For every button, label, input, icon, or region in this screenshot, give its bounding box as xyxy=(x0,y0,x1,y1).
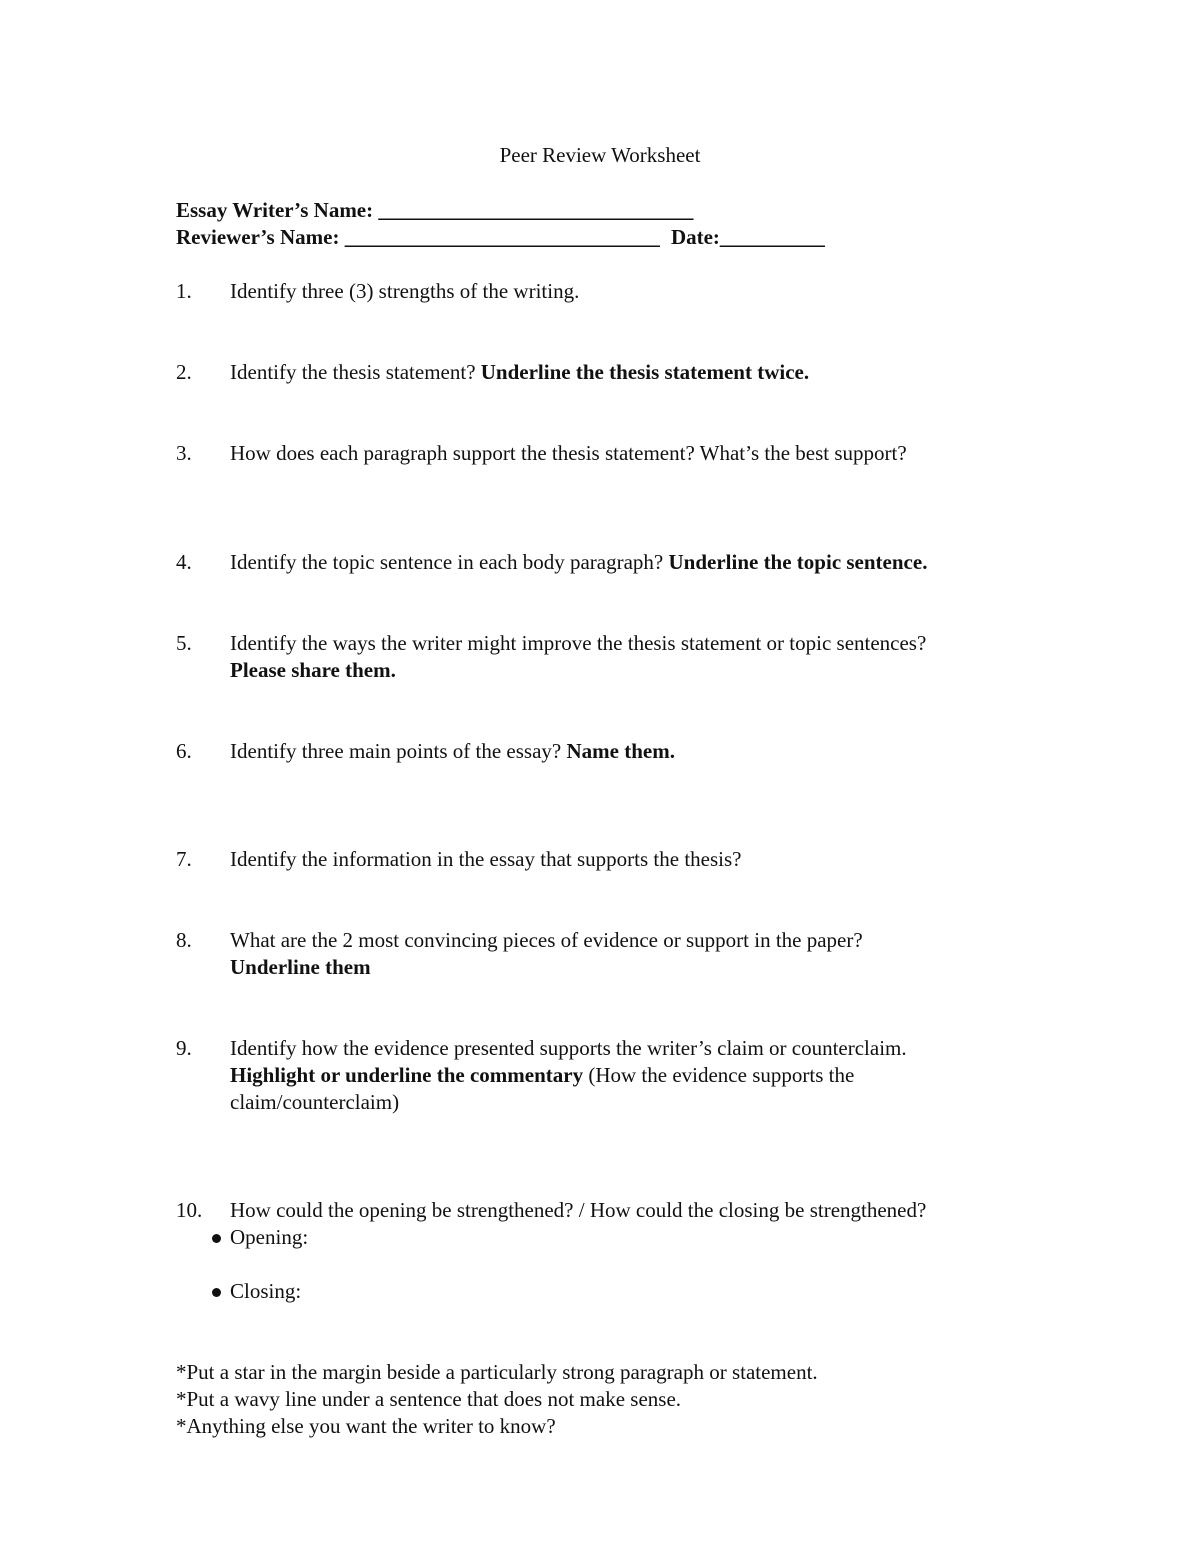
reviewer-name-field xyxy=(176,224,825,251)
question-number: 1. xyxy=(176,279,192,303)
question-number: 7. xyxy=(176,847,192,871)
question-text: Identify the ways the writer might improve the thesis statement or topic sentences? xyxy=(230,631,927,655)
opening-bullet: Opening: xyxy=(230,1225,309,1249)
question-text: How could the opening be strengthened? / How could the closing be strengthened? xyxy=(230,1198,927,1222)
question-note: (How the evidence supports the xyxy=(583,1063,855,1087)
question-text xyxy=(230,359,809,386)
writer-name-blank[interactable]: ______________________________ xyxy=(378,198,694,222)
question-number: 3. xyxy=(176,441,192,465)
question-number: 5. xyxy=(176,631,192,655)
question-number: 6. xyxy=(176,739,192,763)
question-text: What are the 2 most convincing pieces of evidence or support in the paper? xyxy=(230,928,863,952)
footer-note: *Put a wavy line under a sentence that does not make sense. xyxy=(176,1387,682,1411)
date-blank[interactable]: __________ xyxy=(719,225,825,249)
question-number: 2. xyxy=(176,360,192,384)
closing-bullet: Closing: xyxy=(230,1279,302,1303)
question-9-line-3: claim/counterclaim) xyxy=(230,1090,400,1114)
question-number: 4. xyxy=(176,550,192,574)
question-instruction: Highlight or underline the commentary xyxy=(230,1063,584,1087)
question-8-instruction: Underline them xyxy=(230,955,371,979)
question-text: Identify three (3) strengths of the writing. xyxy=(230,279,580,303)
question-5-instruction: Please share them. xyxy=(230,658,396,682)
bullet-icon xyxy=(212,1288,221,1297)
question-number: 8. xyxy=(176,928,192,952)
question-text xyxy=(230,549,927,576)
question-number: 10. xyxy=(176,1198,203,1222)
writer-name-label: Essay Writer’s Name: xyxy=(176,198,374,222)
question-instruction: Underline the topic sentence. xyxy=(668,550,928,574)
question-prompt: Identify three main points of the essay? xyxy=(230,739,567,763)
question-instruction: Name them. xyxy=(566,739,675,763)
question-text: Identify how the evidence presented supports the writer’s claim or counterclaim. xyxy=(230,1036,907,1060)
question-number: 9. xyxy=(176,1036,192,1060)
question-text: How does each paragraph support the thesis statement? What’s the best support? xyxy=(230,441,907,465)
question-text: Identify the information in the essay that supports the thesis? xyxy=(230,847,742,871)
writer-name-field xyxy=(176,197,693,224)
question-prompt: Identify the topic sentence in each body paragraph? xyxy=(230,550,669,574)
question-instruction: Underline the thesis statement twice. xyxy=(480,360,810,384)
footer-note: *Anything else you want the writer to know? xyxy=(176,1414,556,1438)
question-prompt: Identify the thesis statement? xyxy=(230,360,481,384)
page-title: Peer Review Worksheet xyxy=(499,143,701,167)
footer-note: *Put a star in the margin beside a particularly strong paragraph or statement. xyxy=(176,1360,818,1384)
question-text xyxy=(230,738,675,765)
date-label: Date: xyxy=(670,225,720,249)
reviewer-name-blank[interactable]: ______________________________ xyxy=(344,225,660,249)
question-9-line-2 xyxy=(230,1062,854,1089)
reviewer-name-label: Reviewer’s Name: xyxy=(176,225,340,249)
bullet-icon xyxy=(212,1234,221,1243)
